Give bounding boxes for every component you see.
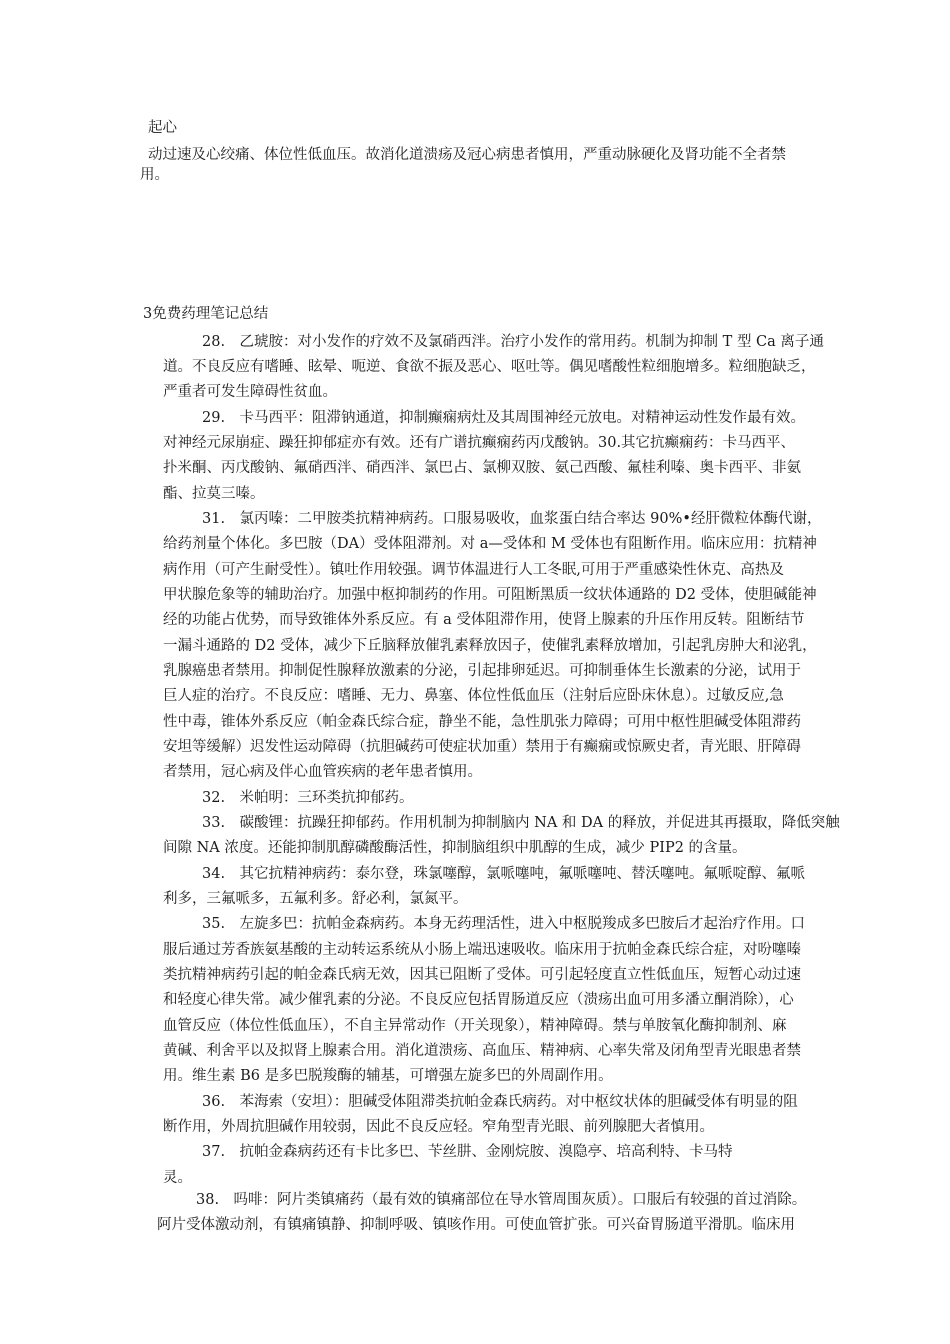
section-title-fragment: 起心 — [148, 120, 177, 136]
text-line: 者禁用，冠心病及伴心血管疾病的老年患者慎用。 — [163, 764, 482, 780]
text-line: 安坦等缓解）迟发性运动障碍（抗胆碱药可使症状加重）禁用于有癫痫或惊厥史者，青光眼、肝障碍 — [163, 739, 801, 755]
text-line: 性中毒，锥体外系反应（帕金森氏综合症，静坐不能，急性肌张力障碍；可用中枢性胆碱受体阻滞药 — [163, 714, 801, 730]
text-line: 和轻度心律失常。减少催乳素的分泌。不良反应包括胃肠道反应（溃疡出血可用多潘立酮消除），心 — [163, 992, 794, 1008]
text-line: 32. 米帕明：三环类抗抑郁药。 — [202, 790, 414, 806]
text-line: 灵。 — [163, 1170, 192, 1186]
text-line: 血管反应（体位性低血压），不自主异常动作（开关现象），精神障碍。禁与单胺氧化酶抑制剂、麻 — [163, 1018, 787, 1034]
text-line: 动过速及心绞痛、体位性低血压。故消化道溃疡及冠心病患者慎用，严重动脉硬化及肾功能不全者禁 — [148, 147, 786, 163]
text-line: 巨人症的治疗。不良反应：嗜睡、无力、鼻塞、体位性低血压（注射后应卧床休息）。过敏反应,急 — [163, 688, 784, 704]
text-line: 28. 乙琥胺：对小发作的疗效不及氯硝西泮。治疗小发作的常用药。机制为抑制 T 型 Ca 离子通 — [202, 334, 824, 350]
text-line: 阿片受体激动剂，有镇痛镇静、抑制呼吸、镇咳作用。可使血管扩张。可兴奋胃肠道平滑肌。临床用 — [157, 1217, 795, 1233]
text-line: 给药剂量个体化。多巴胺（DA）受体阻滞剂。对 a—受体和 M 受体也有阻断作用。临床应用：抗精神 — [163, 536, 817, 552]
text-line: 酯、拉莫三嗪。 — [163, 486, 265, 502]
text-line: 36. 苯海索（安坦）：胆碱受体阻滞类抗帕金森氏病药。对中枢纹状体的胆碱受体有明显的阻 — [202, 1094, 798, 1110]
text-line: 黄碱、利舍平以及拟肾上腺素合用。消化道溃疡、高血压、精神病、心率失常及闭角型青光眼患者禁 — [163, 1043, 801, 1059]
section-heading: 3免费药理笔记总结 — [143, 306, 269, 322]
text-line: 道。不良反应有嗜睡、眩晕、呃逆、食欲不振及恶心、呕吐等。偶见嗜酸性粒细胞增多。粒细胞缺乏， — [163, 359, 816, 375]
text-line: 29. 卡马西平：阻滞钠通道，抑制癫痫病灶及其周围神经元放电。对精神运动性发作最有效。 — [202, 410, 806, 426]
text-line: 乳腺癌患者禁用。抑制促性腺释放激素的分泌，引起排卵延迟。可抑制垂体生长激素的分泌，试用于 — [163, 663, 801, 679]
text-line: 甲状腺危象等的辅助治疗。加强中枢抑制药的作用。可阻断黑质一纹状体通路的 D2 受体，使胆碱能神 — [163, 587, 817, 603]
text-line: 病作用（可产生耐受性）。镇吐作用较强。调节体温进行人工冬眠,可用于严重感染性休克、高热及 — [163, 562, 784, 578]
text-line: 利多，三氟哌多，五氟利多。舒必利，氯氮平。 — [163, 891, 468, 907]
text-line: 一漏斗通路的 D2 受体，减少下丘脑释放催乳素释放因子，使催乳素释放增加，引起乳房肿大和泌乳， — [163, 638, 817, 654]
text-line: 扑米酮、丙戊酸钠、氟硝西泮、硝西泮、氯巴占、氯柳双胺、氨己西酸、氟桂利嗪、奥卡西平、非氨 — [163, 460, 801, 476]
text-line: 38. 吗啡：阿片类镇痛药（最有效的镇痛部位在导水管周围灰质）。口服后有较强的首过消除。 — [196, 1192, 807, 1208]
text-line: 33. 碳酸锂：抗躁狂抑郁药。作用机制为抑制脑内 NA 和 DA 的释放，并促进其再摄取，降低突触 — [202, 815, 840, 831]
text-line: 对神经元尿崩症、躁狂抑郁症亦有效。还有广谱抗癫痫药丙戊酸钠。30.其它抗癫痫药：卡马西平、 — [163, 435, 796, 451]
text-line: 类抗精神病药引起的帕金森氏病无效，因其已阻断了受体。可引起轻度直立性低血压，短暂心动过速 — [163, 967, 801, 983]
text-line: 34. 其它抗精神病药：泰尔登，珠氯噻醇，氯哌噻吨，氟哌噻吨、替沃噻吨。氟哌啶醇、氟哌 — [202, 866, 806, 882]
text-line: 严重者可发生障碍性贫血。 — [163, 384, 337, 400]
text-line: 间隙 NA 浓度。还能抑制肌醇磷酸酶活性，抑制脑组织中肌醇的生成，减少 PIP2 的含量。 — [163, 840, 747, 856]
text-line: 31. 氯丙嗪：二甲胺类抗精神病药。口服易吸收，血浆蛋白结合率达 90%•经肝微粒体酶代谢， — [202, 511, 822, 527]
text-line: 35. 左旋多巴：抗帕金森病药。本身无药理活性，进入中枢脱羧成多巴胺后才起治疗作用。口 — [202, 916, 806, 932]
text-line: 用。 — [140, 167, 169, 183]
text-line: 经的功能占优势，而导致锥体外系反应。有 a 受体阻滞作用，使肾上腺素的升压作用反转。阻断结节 — [163, 612, 805, 628]
text-line: 37. 抗帕金森病药还有卡比多巴、苄丝肼、金刚烷胺、溴隐亭、培高利特、卡马特 — [202, 1144, 733, 1160]
text-line: 服后通过芳香族氨基酸的主动转运系统从小肠上端迅速吸收。临床用于抗帕金森氏综合症，对吩噻嗪 — [163, 942, 801, 958]
text-line: 断作用，外周抗胆碱作用较弱，因此不良反应轻。窄角型青光眼、前列腺肥大者慎用。 — [163, 1119, 714, 1135]
text-line: 用。维生素 B6 是多巴脱羧酶的辅基，可增强左旋多巴的外周副作用。 — [163, 1068, 613, 1084]
